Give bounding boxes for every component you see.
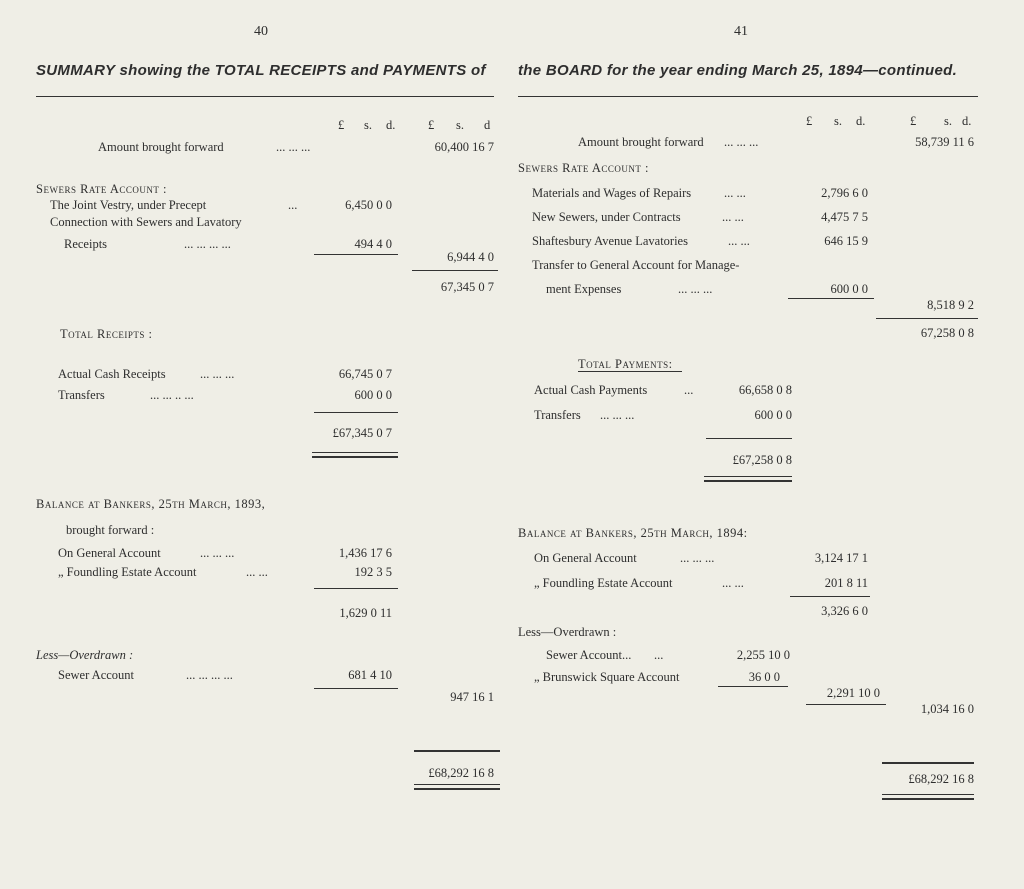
brunswick-label: „ Brunswick Square Account (534, 670, 680, 684)
sewer-account-label: Sewer Account... (546, 648, 632, 662)
foundling-label: „ Foundling Estate Account (58, 565, 197, 579)
materials-amount: 2,796 6 0 (821, 186, 868, 200)
double-rule (312, 452, 398, 458)
actual-cash-label: Actual Cash Payments (534, 383, 648, 397)
transfers-amount: 600 0 0 (354, 388, 392, 402)
vestry-label: The Joint Vestry, under Precept (50, 198, 207, 212)
rule (882, 762, 974, 764)
leader-dots: ... ... ... (678, 282, 713, 296)
balance-sum: 3,326 6 0 (821, 604, 868, 618)
leader-dots: ... ... (724, 186, 746, 200)
page-number-left: 40 (254, 24, 268, 39)
connection-label: Connection with Sewers and Lavatory (50, 215, 242, 229)
double-rule (882, 794, 974, 800)
header-pence-1: d. (386, 118, 396, 132)
receipts-sum: £67,345 0 7 (332, 426, 392, 440)
balance-sum: 1,629 0 11 (339, 606, 392, 620)
connection-amount: 494 4 0 (354, 237, 392, 251)
rule (790, 596, 870, 597)
leader-dots: ... ... ... (680, 551, 715, 565)
rule (314, 588, 398, 589)
leader-dots: ... ... (728, 234, 750, 248)
leader-dots: ... ... ... (600, 408, 635, 422)
vestry-amount: 6,450 0 0 (345, 198, 392, 212)
materials-label: Materials and Wages of Repairs (532, 186, 692, 200)
double-rule (704, 476, 792, 482)
header-pound-1: £ (338, 118, 345, 132)
foundling-amount: 201 8 11 (824, 576, 868, 590)
sewers-total: 8,518 9 2 (927, 298, 974, 312)
header-shilling-2: s. (944, 114, 952, 128)
payments-sum: £67,258 0 8 (732, 453, 792, 467)
foundling-amount: 192 3 5 (354, 565, 392, 579)
new-sewers-amount: 4,475 7 5 (821, 210, 868, 224)
title-right: the BOARD for the year ending March 25, 1894—continued. (518, 62, 958, 79)
rule (706, 438, 792, 439)
leader-dots: ... ... ... (200, 367, 235, 381)
transfers-label: Transfers (58, 388, 105, 402)
brought-forward-total: 58,739 11 6 (915, 135, 974, 149)
transfers-amount: 600 0 0 (754, 408, 792, 422)
leader-dots: ... ... (722, 210, 744, 224)
page-number-right: 41 (734, 24, 748, 39)
rule (578, 371, 682, 372)
sewer-account-amount: 2,255 10 0 (736, 648, 790, 662)
section-heading: Total Payments: (578, 357, 673, 371)
net-balance: 947 16 1 (450, 690, 494, 704)
header-shilling-1: s. (834, 114, 842, 128)
new-sewers-label: New Sewers, under Contracts (532, 210, 681, 224)
rule (788, 298, 874, 299)
leader-dots: ... ... ... (276, 140, 311, 154)
rule (414, 750, 500, 752)
leader-dots: ... ... .. ... (150, 388, 194, 402)
actual-cash-label: Actual Cash Receipts (58, 367, 166, 381)
shaftesbury-label: Shaftesbury Avenue Lavatories (532, 234, 688, 248)
brought-forward-label: Amount brought forward (578, 135, 704, 149)
actual-cash-amount: 66,745 0 7 (338, 367, 392, 381)
title-rule-right (518, 96, 978, 97)
section-heading: Sewers Rate Account : (518, 161, 649, 175)
title-left: SUMMARY showing the TOTAL RECEIPTS and PAYMENTS of (36, 62, 486, 79)
less-heading: Less—Overdrawn : (518, 625, 617, 639)
header-pence-2: d. (962, 114, 972, 128)
brunswick-amount: 36 0 0 (748, 670, 780, 684)
foundling-label: „ Foundling Estate Account (534, 576, 673, 590)
leader-dots: ... (684, 383, 694, 397)
leader-dots: ... ... ... (724, 135, 759, 149)
leader-dots: ... (288, 198, 298, 212)
grand-payments: 67,258 0 8 (920, 326, 974, 340)
connection-label-cont: Receipts (64, 237, 108, 251)
rule (876, 318, 978, 319)
grand-total-right: £68,292 16 8 (908, 772, 974, 786)
double-rule (414, 784, 500, 790)
general-account-amount: 1,436 17 6 (338, 546, 392, 560)
section-heading: Total Receipts : (60, 327, 153, 341)
general-account-label: On General Account (58, 546, 161, 560)
overdrawn-total: 2,291 10 0 (826, 686, 880, 700)
section-heading: Sewers Rate Account : (36, 182, 167, 196)
transfer-general-amount: 600 0 0 (830, 282, 868, 296)
header-pound-2: £ (428, 118, 435, 132)
general-account-amount: 3,124 17 1 (814, 551, 868, 565)
rule (314, 688, 398, 689)
sewer-account-amount: 681 4 10 (348, 668, 392, 682)
header-pence-1: d. (856, 114, 866, 128)
general-account-label: On General Account (534, 551, 637, 565)
actual-cash-amount: 66,658 0 8 (738, 383, 792, 397)
leader-dots: ... ... (722, 576, 744, 590)
header-shilling-1: s. (364, 118, 372, 132)
transfer-general-label: Transfer to General Account for Manage- (532, 258, 740, 272)
header-shilling-2: s. (456, 118, 464, 132)
brought-forward-label: Amount brought forward (98, 140, 224, 154)
sewer-account-label: Sewer Account (58, 668, 135, 682)
leader-dots: ... ... ... ... (186, 668, 233, 682)
rule (314, 412, 398, 413)
section-heading: Balance at Bankers, 25th March, 1893, (36, 497, 266, 511)
leader-dots: ... ... (246, 565, 268, 579)
rule (314, 254, 398, 255)
sewers-total: 6,944 4 0 (447, 250, 494, 264)
header-pound-2: £ (910, 114, 917, 128)
header-pence-2: d (484, 118, 491, 132)
title-rule-left (36, 96, 494, 97)
leader-dots: ... (654, 648, 664, 662)
leader-dots: ... ... ... ... (184, 237, 231, 251)
transfers-label: Transfers (534, 408, 581, 422)
shaftesbury-amount: 646 15 9 (824, 234, 868, 248)
grand-total-left: £68,292 16 8 (428, 766, 494, 780)
less-heading: Less—Overdrawn : (36, 648, 134, 662)
brought-forward-total: 60,400 16 7 (434, 140, 494, 154)
grand-receipts: 67,345 0 7 (440, 280, 494, 294)
leader-dots: ... ... ... (200, 546, 235, 560)
net-balance: 1,034 16 0 (920, 702, 974, 716)
rule (412, 270, 498, 271)
section-heading: Balance at Bankers, 25th March, 1894: (518, 526, 748, 540)
header-pound-1: £ (806, 114, 813, 128)
brought-forward-label: brought forward : (66, 523, 155, 537)
transfer-general-label-cont: ment Expenses (546, 282, 622, 296)
